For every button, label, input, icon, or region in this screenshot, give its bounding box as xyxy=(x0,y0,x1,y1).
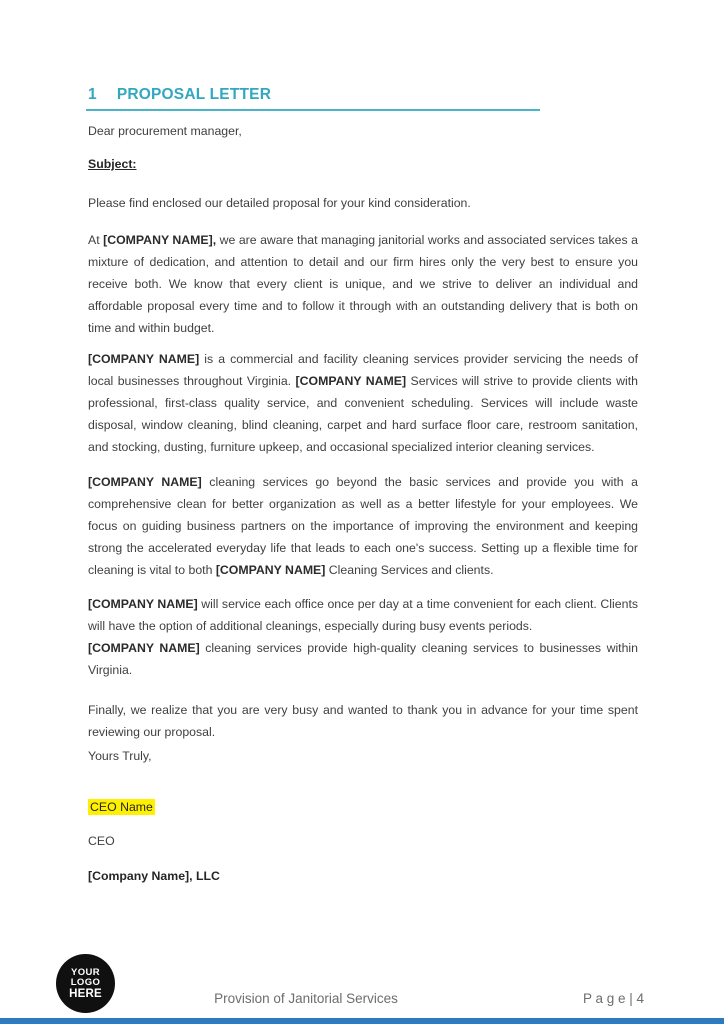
section-heading xyxy=(86,86,540,111)
paragraph-services-benefits: [COMPANY NAME] cleaning services go beyond the basic services and provide you with a comprehensive clean for better organization as well as a better lifestyle for your employees. We focus on guiding business partners on the importance of improving the environment and keeping strong the accelerated everyday life that leads to each one's success. Setting up a flexible time for cleaning is vital to both [COMPANY NAME] Cleaning Services and clients. xyxy=(88,475,639,577)
subject-line xyxy=(88,153,638,175)
paragraph-thanks: Finally, we realize that you are very busy and wanted to thank you in advance for your time spent reviewing our proposal. xyxy=(88,703,638,739)
paragraph-service-schedule: [COMPANY NAME] will service each office once per day at a time convenient for each client. Clients will have the option of additional cleanings, especially during busy events periods. xyxy=(88,597,639,633)
footer-page-number: P a g e | 4 xyxy=(582,991,644,1006)
company-name-placeholder: [COMPANY NAME] xyxy=(88,475,202,489)
paragraph-quality: [COMPANY NAME] cleaning services provide high-quality cleaning services to businesses within Virginia. xyxy=(88,641,639,677)
paragraph-intro: Please find enclosed our detailed proposal for your kind consideration. xyxy=(88,196,471,210)
section-number: 1 xyxy=(88,86,97,103)
company-name-placeholder: [COMPANY NAME] xyxy=(88,641,200,655)
logo-text-line: LOGO xyxy=(70,977,101,989)
paragraph-company-description: [COMPANY NAME] is a commercial and facility cleaning services provider servicing the needs of local businesses throughout Virginia. [COMPANY NAME] Services will strive to provide clients with professional, first-class quality service, and convenient scheduling. Services will include waste disposal, window cleaning, blind cleaning, carpet and hard surface floor care, restroom sanitation, and stocking, dusting, furniture upkeep, and occasional specialized interior cleaning services. xyxy=(88,352,638,454)
company-name-placeholder: [COMPANY NAME] xyxy=(88,352,200,366)
bottom-edge-bar xyxy=(0,1018,724,1024)
logo-text-line: HERE xyxy=(69,987,102,1000)
company-name-placeholder: [COMPANY NAME] xyxy=(88,597,198,611)
subject-label: Subject: xyxy=(88,157,137,171)
footer-document-title: Provision of Janitorial Services xyxy=(214,991,398,1006)
closing-salutation: Yours Truly, xyxy=(88,749,152,763)
highlighted-name: CEO Name xyxy=(90,800,153,814)
letter-body xyxy=(88,86,638,899)
company-name-placeholder: [COMPANY NAME], xyxy=(103,233,217,247)
logo-text-line: YOUR xyxy=(70,966,101,978)
company-name-placeholder: [COMPANY NAME] xyxy=(295,374,407,388)
signature-name xyxy=(88,796,638,818)
signature-title: CEO xyxy=(88,834,115,849)
paragraph-company-values: At [COMPANY NAME], we are aware that managing janitorial works and associated services takes a mixture of dedication, and attention to detail and our firm hires only the very best to ensure you receive both. We know that every client is unique, and we strive to deliver an individual and affordable proposal every time and to follow it through with an outstanding delivery that is both on time and within budget. xyxy=(88,233,638,335)
salutation: Dear procurement manager, xyxy=(88,124,242,138)
company-name-placeholder: [COMPANY NAME] xyxy=(215,563,326,577)
signature-company: [Company Name], LLC xyxy=(88,868,220,883)
signature-block xyxy=(88,796,638,887)
section-title: PROPOSAL LETTER xyxy=(116,86,272,103)
